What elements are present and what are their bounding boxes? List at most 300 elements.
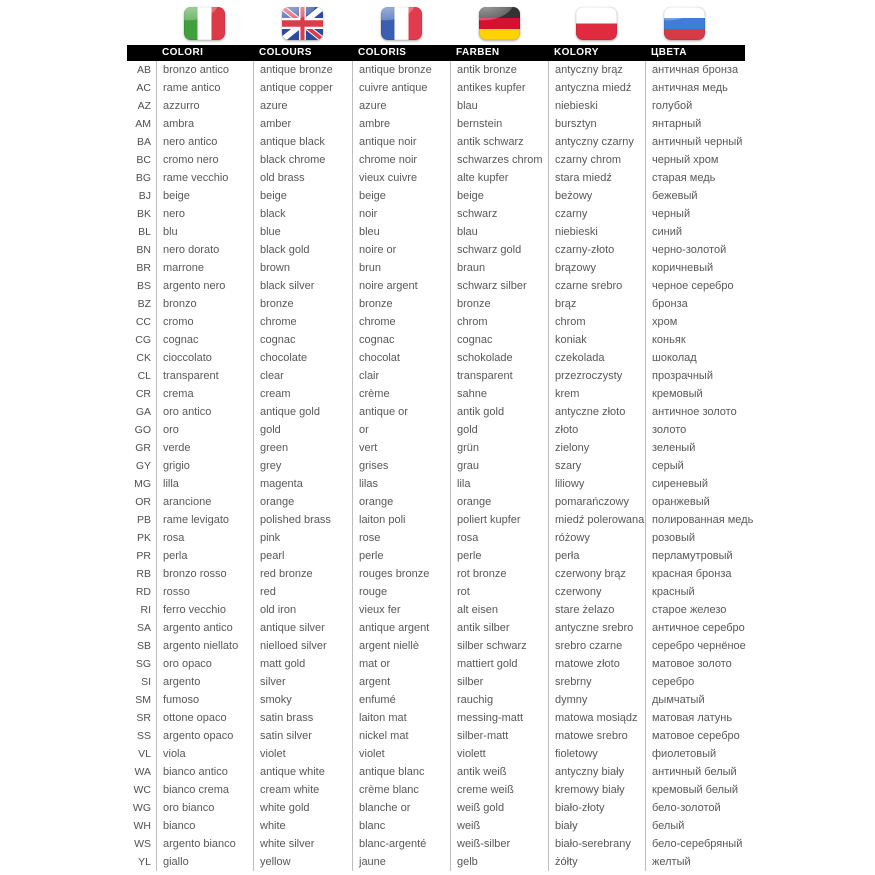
color-name-polish: antyczne srebro [548,619,645,637]
color-name-french: lilas [352,475,450,493]
color-name-italian: rame vecchio [156,169,253,187]
color-name-english: satin silver [253,727,352,745]
color-name-polish: szary [548,457,645,475]
color-name-polish: matowe srebro [548,727,645,745]
color-name-italian: bronzo antico [156,61,253,79]
color-name-english: old iron [253,601,352,619]
color-name-english: grey [253,457,352,475]
color-name-italian: viola [156,745,253,763]
color-code: WS [134,838,151,850]
color-code: BK [136,208,151,220]
color-name-russian: сиреневый [645,475,745,493]
color-name-french: crème blanc [352,781,450,799]
table-row [127,853,745,871]
color-code: WA [134,766,151,778]
color-name-german: antik silber [450,619,548,637]
color-name-russian: полированная медь [645,511,745,529]
color-name-polish: czarny chrom [548,151,645,169]
color-code: GO [134,424,151,436]
color-name-english: azure [253,97,352,115]
italy-flag-icon [184,7,225,40]
color-name-french: bleu [352,223,450,241]
flags-row [127,0,745,45]
color-name-french: mat or [352,655,450,673]
color-name-italian: argento niellato [156,637,253,655]
color-name-english: antique gold [253,403,352,421]
color-name-italian: cognac [156,331,253,349]
color-name-italian: argento opaco [156,727,253,745]
color-name-italian: ambra [156,115,253,133]
color-name-english: antique silver [253,619,352,637]
table-row [127,799,745,817]
table-row [127,277,745,295]
color-name-polish: stara miedź [548,169,645,187]
table-row [127,691,745,709]
color-name-polish: bursztyn [548,115,645,133]
color-name-russian: голубой [645,97,745,115]
column-header-bar [127,45,745,61]
color-name-french: enfumé [352,691,450,709]
color-name-english: white gold [253,799,352,817]
color-name-german: rot [450,583,548,601]
table-row [127,673,745,691]
color-name-french: argent [352,673,450,691]
color-name-russian: античный черный [645,133,745,151]
color-table-body [127,61,754,871]
color-name-russian: античная бронза [645,61,745,79]
color-name-english: nielloed silver [253,637,352,655]
color-name-german: silber schwarz [450,637,548,655]
color-name-italian: cromo [156,313,253,331]
color-name-russian: золото [645,421,745,439]
color-name-russian: розовый [645,529,745,547]
color-code: RI [140,604,151,616]
color-name-italian: azzurro [156,97,253,115]
color-name-german: blau [450,97,548,115]
table-row [127,547,745,565]
color-name-french: vert [352,439,450,457]
color-name-german: schwarz gold [450,241,548,259]
table-row [127,457,745,475]
color-name-english: gold [253,421,352,439]
color-name-german: transparent [450,367,548,385]
color-name-russian: серый [645,457,745,475]
color-name-german: alt eisen [450,601,548,619]
color-name-german: rot bronze [450,565,548,583]
color-name-french: orange [352,493,450,511]
color-name-polish: srebrny [548,673,645,691]
color-name-italian: marrone [156,259,253,277]
color-name-french: crème [352,385,450,403]
color-name-french: violet [352,745,450,763]
color-name-english: chrome [253,313,352,331]
color-name-russian: античное серебро [645,619,745,637]
color-name-russian: хром [645,313,745,331]
color-code: BS [136,280,151,292]
color-code: CC [135,316,151,328]
table-row [127,313,745,331]
color-name-italian: oro opaco [156,655,253,673]
color-name-polish: różowy [548,529,645,547]
color-name-italian: nero [156,205,253,223]
table-row [127,115,745,133]
color-code: WG [132,802,151,814]
color-name-polish: czarny [548,205,645,223]
color-name-german: orange [450,493,548,511]
color-name-polish: biało-serebrany [548,835,645,853]
color-name-polish: chrom [548,313,645,331]
color-name-german: antik schwarz [450,133,548,151]
table-row [127,835,745,853]
color-name-polish: biały [548,817,645,835]
color-name-french: clair [352,367,450,385]
color-name-russian: матовое золото [645,655,745,673]
color-name-english: amber [253,115,352,133]
russia-flag-icon [664,7,705,40]
color-name-polish: żółty [548,853,645,871]
color-name-russian: черное серебро [645,277,745,295]
color-name-polish: stare żelazo [548,601,645,619]
table-row [127,385,745,403]
color-name-german: violett [450,745,548,763]
color-name-german: weiß-silber [450,835,548,853]
color-name-polish: perła [548,547,645,565]
color-name-english: red bronze [253,565,352,583]
color-name-german: schokolade [450,349,548,367]
color-name-german: antikes kupfer [450,79,548,97]
color-name-italian: rame levigato [156,511,253,529]
color-name-polish: dymny [548,691,645,709]
table-row [127,601,745,619]
color-name-russian: белый [645,817,745,835]
color-name-french: jaune [352,853,450,871]
color-name-polish: antyczny czarny [548,133,645,151]
color-name-english: smoky [253,691,352,709]
color-code: BR [136,262,151,274]
color-code: AZ [137,100,151,112]
color-name-italian: transparent [156,367,253,385]
color-name-english: antique copper [253,79,352,97]
color-name-french: antique argent [352,619,450,637]
color-name-german: silber [450,673,548,691]
color-name-italian: bianco crema [156,781,253,799]
color-name-german: schwarz silber [450,277,548,295]
color-code: BZ [137,298,151,310]
color-name-german: bernstein [450,115,548,133]
color-name-german: lila [450,475,548,493]
color-name-english: antique white [253,763,352,781]
color-code: BG [135,172,151,184]
color-name-german: creme weiß [450,781,548,799]
table-row [127,367,745,385]
color-name-russian: фиолетовый [645,745,745,763]
color-name-italian: nero dorato [156,241,253,259]
united-kingdom-flag-icon [282,7,323,40]
table-row [127,637,745,655]
table-row [127,619,745,637]
color-name-polish: krem [548,385,645,403]
color-name-german: blau [450,223,548,241]
table-row [127,223,745,241]
color-name-english: white silver [253,835,352,853]
color-code: RD [135,586,151,598]
poland-flag-icon [576,7,617,40]
color-name-russian: зеленый [645,439,745,457]
color-name-french: brun [352,259,450,277]
table-row [127,583,745,601]
color-name-italian: oro [156,421,253,439]
color-name-polish: antyczne złoto [548,403,645,421]
color-name-polish: matowa mosiądz [548,709,645,727]
color-name-italian: bronzo [156,295,253,313]
color-name-russian: прозрачный [645,367,745,385]
color-name-german: schwarzes chrom [450,151,548,169]
color-name-polish: niebieski [548,97,645,115]
color-name-french: blanche or [352,799,450,817]
color-name-german: gold [450,421,548,439]
color-name-italian: cioccolato [156,349,253,367]
table-row [127,61,745,79]
color-name-german: antik bronze [450,61,548,79]
color-name-polish: pomarańczowy [548,493,645,511]
color-name-french: chocolat [352,349,450,367]
color-name-italian: argento [156,673,253,691]
color-name-russian: бронза [645,295,745,313]
color-name-italian: argento bianco [156,835,253,853]
color-name-french: noire argent [352,277,450,295]
color-name-polish: czarny-złoto [548,241,645,259]
color-code: SA [136,622,151,634]
color-name-russian: бело-золотой [645,799,745,817]
color-name-german: mattiert gold [450,655,548,673]
color-name-italian: crema [156,385,253,403]
color-code: BA [136,136,151,148]
color-code: WC [133,784,151,796]
color-name-italian: lilla [156,475,253,493]
table-row [127,259,745,277]
table-row [127,403,745,421]
color-name-english: blue [253,223,352,241]
color-code: BN [136,244,151,256]
color-name-english: green [253,439,352,457]
color-translation-sheet [127,0,754,871]
color-name-french: antique or [352,403,450,421]
header-colori: COLORI [162,47,204,58]
table-row [127,493,745,511]
color-code: BL [138,226,151,238]
color-name-english: antique black [253,133,352,151]
color-name-german: perle [450,547,548,565]
color-name-english: bronze [253,295,352,313]
color-code: SS [136,730,151,742]
color-name-french: blanc [352,817,450,835]
color-name-french: chrome [352,313,450,331]
color-name-polish: biało-złoty [548,799,645,817]
france-flag-icon [381,7,422,40]
color-name-english: white [253,817,352,835]
color-name-french: antique bronze [352,61,450,79]
color-code: PR [136,550,151,562]
color-name-russian: дымчатый [645,691,745,709]
color-name-italian: ottone opaco [156,709,253,727]
color-name-french: grises [352,457,450,475]
color-code: SM [135,694,151,706]
color-code: WH [133,820,151,832]
color-name-french: azure [352,97,450,115]
color-name-polish: czekolada [548,349,645,367]
color-name-english: pearl [253,547,352,565]
color-name-polish: czerwony [548,583,645,601]
color-name-french: argent niellè [352,637,450,655]
color-code: AM [135,118,151,130]
color-name-russian: шоколад [645,349,745,367]
table-row [127,727,745,745]
color-name-russian: серебро [645,673,745,691]
color-name-german: bronze [450,295,548,313]
table-row [127,133,745,151]
color-code: SI [141,676,151,688]
color-code: BC [136,154,151,166]
color-name-french: bronze [352,295,450,313]
color-name-polish: złoto [548,421,645,439]
color-name-polish: antyczny biały [548,763,645,781]
color-name-english: red [253,583,352,601]
color-name-russian: кремовый белый [645,781,745,799]
color-name-french: ambre [352,115,450,133]
table-row [127,475,745,493]
color-name-english: cream [253,385,352,403]
color-name-french: vieux cuivre [352,169,450,187]
color-name-german: grau [450,457,548,475]
color-name-russian: бело-серебряный [645,835,745,853]
color-name-french: cognac [352,331,450,349]
color-name-german: gelb [450,853,548,871]
color-code: VL [138,748,151,760]
color-name-italian: argento antico [156,619,253,637]
color-name-french: beige [352,187,450,205]
color-name-italian: giallo [156,853,253,871]
color-name-russian: черный [645,205,745,223]
color-name-french: or [352,421,450,439]
color-name-german: messing-matt [450,709,548,727]
color-code: GR [135,442,151,454]
color-name-german: braun [450,259,548,277]
color-name-english: polished brass [253,511,352,529]
table-row [127,565,745,583]
color-name-russian: синий [645,223,745,241]
header-coloris: COLORIS [358,47,407,58]
color-name-german: antik gold [450,403,548,421]
color-code: RB [136,568,151,580]
color-name-german: sahne [450,385,548,403]
color-code: BJ [138,190,151,202]
color-name-french: antique blanc [352,763,450,781]
germany-flag-icon [479,7,520,40]
color-name-french: antique noir [352,133,450,151]
color-name-english: antique bronze [253,61,352,79]
color-name-polish: brązowy [548,259,645,277]
table-row [127,97,745,115]
color-code: SB [136,640,151,652]
color-code: GY [135,460,151,472]
color-name-polish: brąz [548,295,645,313]
color-name-italian: argento nero [156,277,253,295]
color-code: CK [136,352,151,364]
color-name-english: black silver [253,277,352,295]
color-name-italian: oro bianco [156,799,253,817]
color-code: PB [136,514,151,526]
color-name-polish: przezroczysty [548,367,645,385]
color-code: AB [136,64,151,76]
color-name-russian: черно-золотой [645,241,745,259]
color-name-polish: antyczna miedź [548,79,645,97]
table-row [127,295,745,313]
color-name-english: black [253,205,352,223]
table-row [127,79,745,97]
table-row [127,421,745,439]
color-name-german: poliert kupfer [450,511,548,529]
color-name-russian: коньяк [645,331,745,349]
table-row [127,331,745,349]
color-name-german: rauchig [450,691,548,709]
color-name-german: weiß [450,817,548,835]
color-name-polish: beżowy [548,187,645,205]
color-name-italian: grigio [156,457,253,475]
color-name-russian: красный [645,583,745,601]
color-name-english: yellow [253,853,352,871]
color-code: AC [136,82,151,94]
color-name-french: noir [352,205,450,223]
color-name-polish: miedź polerowana [548,511,645,529]
header-colours: COLOURS [259,47,312,58]
color-name-italian: rame antico [156,79,253,97]
color-code: OR [135,496,151,508]
color-name-english: cream white [253,781,352,799]
color-name-french: blanc-argenté [352,835,450,853]
color-code: PK [136,532,151,544]
color-name-english: pink [253,529,352,547]
color-name-italian: rosa [156,529,253,547]
color-name-polish: fioletowy [548,745,645,763]
color-name-polish: antyczny brąz [548,61,645,79]
table-row [127,511,754,529]
color-name-english: black chrome [253,151,352,169]
color-name-german: rosa [450,529,548,547]
table-row [127,817,745,835]
color-name-russian: оранжевый [645,493,745,511]
color-code: CG [135,334,151,346]
color-name-german: silber-matt [450,727,548,745]
table-row [127,781,745,799]
color-name-english: satin brass [253,709,352,727]
color-name-russian: старое железо [645,601,745,619]
color-name-german: chrom [450,313,548,331]
color-name-italian: bianco [156,817,253,835]
color-name-russian: желтый [645,853,745,871]
color-name-english: brown [253,259,352,277]
color-name-english: magenta [253,475,352,493]
color-name-german: antik weiß [450,763,548,781]
color-name-french: chrome noir [352,151,450,169]
color-name-italian: bianco antico [156,763,253,781]
table-row [127,151,745,169]
color-name-italian: oro antico [156,403,253,421]
color-name-russian: янтарный [645,115,745,133]
color-name-polish: czarne srebro [548,277,645,295]
color-name-russian: черный хром [645,151,745,169]
header-kolory: KOLORY [554,47,599,58]
table-row [127,187,745,205]
